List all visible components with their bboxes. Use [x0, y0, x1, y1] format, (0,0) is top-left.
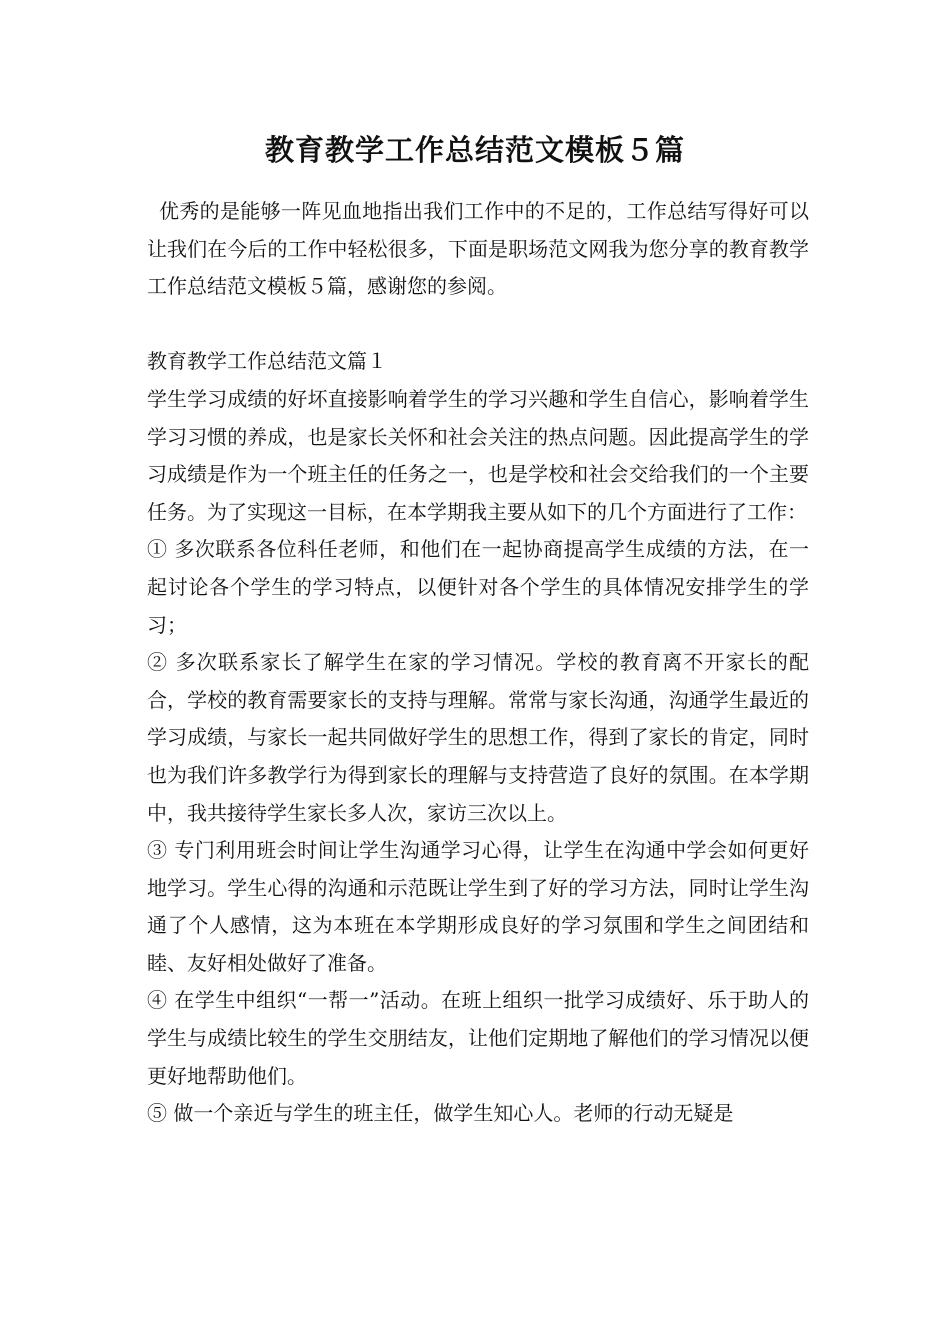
paragraph-spacer [147, 306, 809, 344]
list-item-4: ④ 在学生中组织“一帮一”活动。在班上组织一批学习成绩好、乐于助人的学生与成绩比较生的学生交朋结友，让他们定期地了解他们的学习情况以便更好地帮助他们。 [147, 988, 809, 1088]
list-item-5: ⑤ 做一个亲近与学生的班主任，做学生知心人。老师的行动无疑是 [147, 1101, 734, 1126]
document-title: 教育教学工作总结范文模板５篇 [264, 133, 685, 167]
section-heading: 教育教学工作总结范文篇１ [147, 349, 387, 374]
document-body [147, 193, 809, 1133]
list-item-1: ① 多次联系各位科任老师，和他们在一起协商提高学生成绩的方法，在一起讨论各个学生的学习特点，以便针对各个学生的具体情况安排学生的学习； [147, 537, 809, 637]
list-item-2: ② 多次联系家长了解学生在家的学习情况。学校的教育离不开家长的配合，学校的教育需要家长的支持与理解。常常与家长沟通，沟通学生最近的学习成绩，与家长一起共同做好学生的思想工作，得到了家长的肯定，同时也为我们许多教学行为得到家长的理解与支持营造了良好的氛围。在本学期中，我共接待学生家长多人次，家访三次以上。 [147, 650, 809, 825]
intro-paragraph: 优秀的是能够一阵见血地指出我们工作中的不足的，工作总结写得好可以让我们在今后的工作中轻松很多，下面是职场范文网我为您分享的教育教学工作总结范文模板５篇，感谢您的参阅。 [147, 199, 809, 299]
body-paragraph: 学生学习成绩的好坏直接影响着学生的学习兴趣和学生自信心，影响着学生学习习惯的养成，也是家长关怀和社会关注的热点问题。因此提高学生的学习成绩是作为一个班主任的任务之一，也是学校和社会交给我们的一个主要任务。为了实现这一目标，在本学期我主要从如下的几个方面进行了工作： [147, 386, 809, 524]
list-item-3: ③ 专门利用班会时间让学生沟通学习心得，让学生在沟通中学会如何更好地学习。学生心得的沟通和示范既让学生到了好的学习方法，同时让学生沟通了个人感情，这为本班在本学期形成良好的学习氛围和学生之间团结和睦、友好相处做好了准备。 [147, 838, 809, 975]
